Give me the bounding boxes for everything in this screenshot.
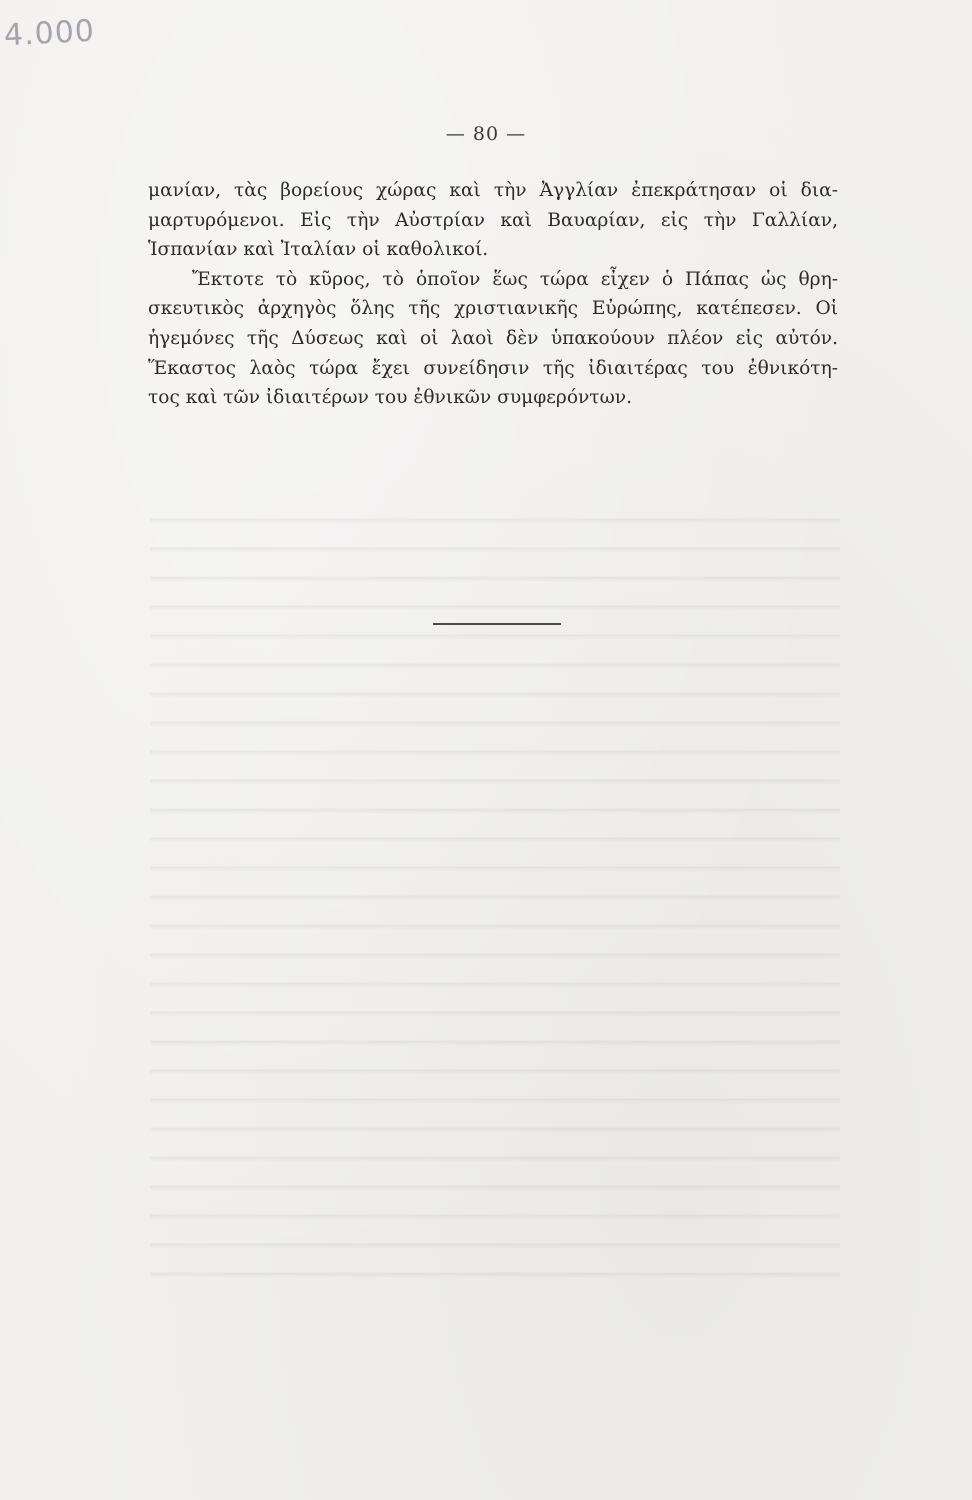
text-line: σκευτικὸς ἀρχηγὸς ὅλης τῆς χριστιανικῆς Εὐρώπης, κατέπεσεν. Οἱ <box>148 298 838 320</box>
text-line: μαρτυρόμενοι. Εἰς τὴν Αὐστρίαν καὶ Βαυαρίαν, εἰς τὴν Γαλλίαν, <box>148 209 838 231</box>
text-line: Ἱσπανίαν καὶ Ἰταλίαν οἱ καθολικοί. <box>148 239 489 261</box>
text-line: Ἔκτοτε τὸ κῦρος, τὸ ὁποῖον ἕως τώρα εἶχεν ὁ Πάπας ὡς θρη- <box>192 268 838 290</box>
text-line: μανίαν, τὰς βορείους χώρας καὶ τὴν Ἀγγλίαν ἐπεκράτησαν οἱ δια- <box>148 180 838 201</box>
body-text <box>148 176 838 413</box>
show-through-texture <box>150 500 840 1280</box>
page-number: — 80 — <box>445 123 527 145</box>
text-line: τος καὶ τῶν ἰδιαιτέρων του ἐθνικῶν συμφερόντων. <box>148 387 632 409</box>
section-divider <box>433 623 561 625</box>
text-line: Ἕκαστος λαὸς τώρα ἔχει συνείδησιν τῆς ἰδιαιτέρας του ἐθνικότη- <box>148 357 838 379</box>
text-line: ἡγεμόνες τῆς Δύσεως καὶ οἱ λαοὶ δὲν ὑπακούουν πλέον εἰς αὐτόν. <box>148 327 838 349</box>
handwritten-mark: 4.000 <box>3 13 96 54</box>
